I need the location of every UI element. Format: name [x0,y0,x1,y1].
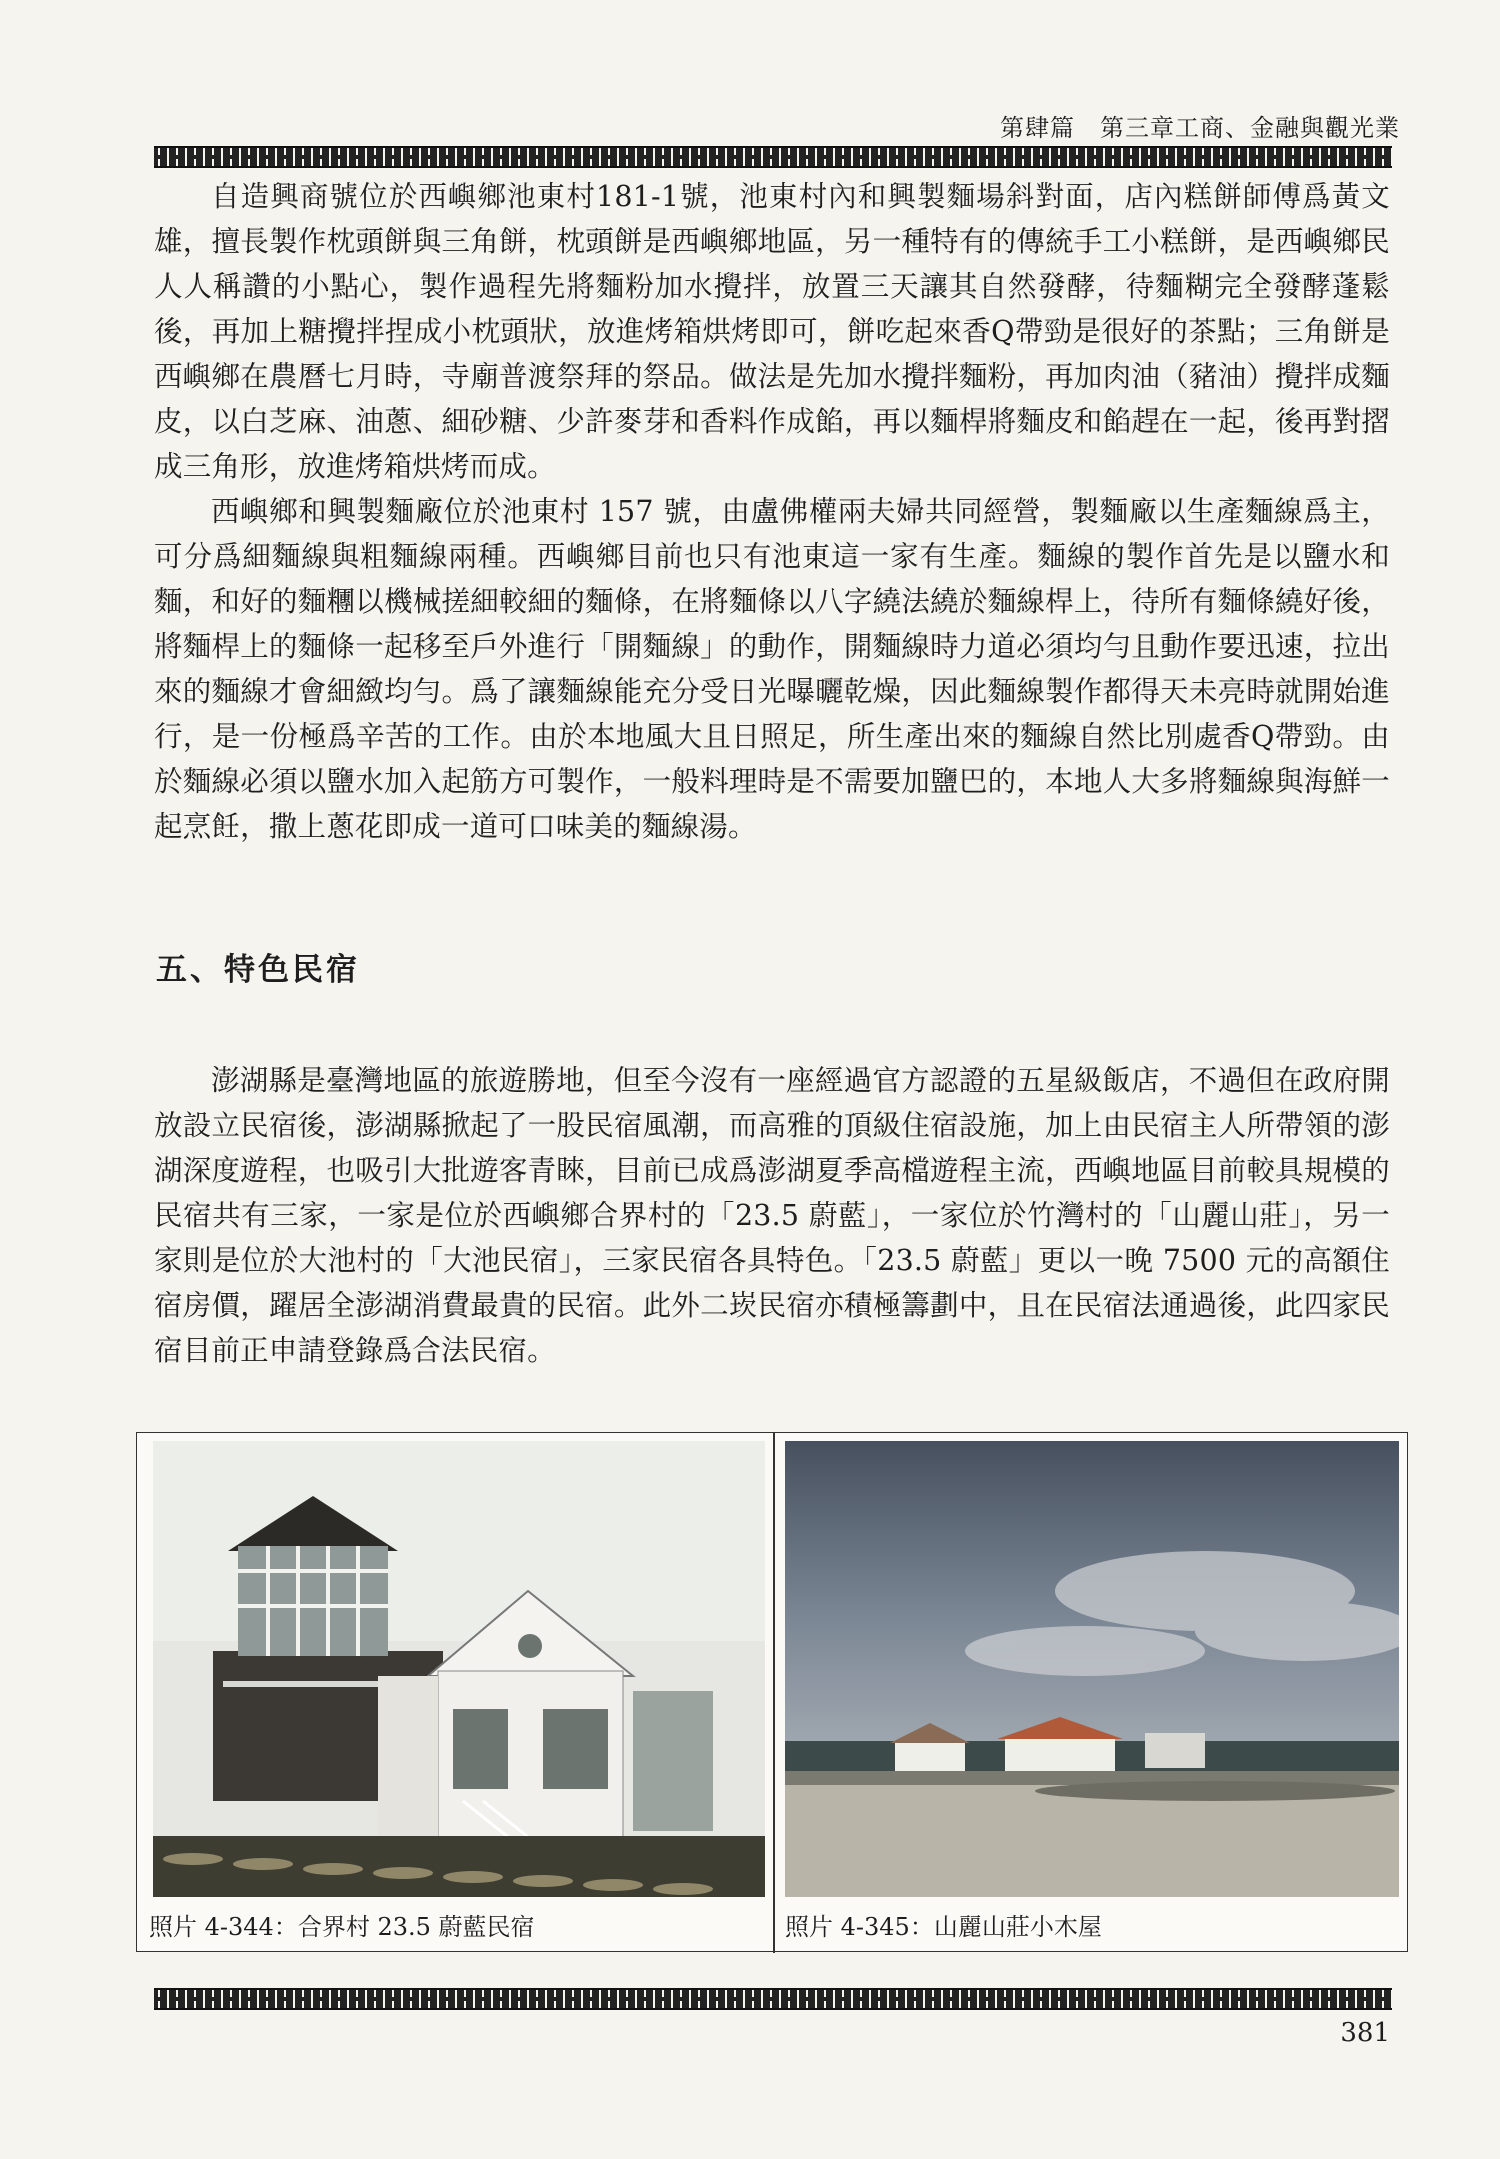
decorative-border-top [154,146,1392,168]
paragraph-bnb: 澎湖縣是臺灣地區的旅遊勝地，但至今沒有一座經過官方認證的五星級飯店，不過但在政府開放設立民宿後，澎湖縣掀起了一股民宿風潮，而高雅的頂級住宿設施，加上由民宿主人所帶領的澎湖深度遊程，也吸引大批遊客青睞，目前已成爲澎湖夏季高檔遊程主流，西嶼地區目前較具規模的民宿共有三家，一家是位於西嶼鄉合界村的「23.5 蔚藍」，一家位於竹灣村的「山麗山莊」，另一家則是位於大池村的「大池民宿」，三家民宿各具特色。「23.5 蔚藍」更以一晚 7500 元的高額住宿房價，躍居全澎湖消費最貴的民宿。此外二崁民宿亦積極籌劃中，且在民宿法通過後，此四家民宿目前正申請登錄爲合法民宿。 [154,1064,1390,1367]
paragraph-zixingxing-bakery: 自造興商號位於西嶼鄉池東村181-1號，池東村內和興製麵場斜對面，店內糕餅師傅爲黃文雄，擅長製作枕頭餅與三角餅，枕頭餅是西嶼鄉地區，另一種特有的傳統手工小糕餅，是西嶼鄉民人人稱讚的小點心，製作過程先將麵粉加水攪拌，放置三天讓其自然發酵，待麵糊完全發酵蓬鬆後，再加上糖攪拌捏成小枕頭狀，放進烤箱烘烤即可，餅吃起來香Q帶勁是很好的茶點；三角餅是西嶼鄉在農曆七月時，寺廟普渡祭拜的祭品。做法是先加水攪拌麵粉，再加肉油（豬油）攪拌成麵皮，以白芝麻、油蔥、細砂糖、少許麥芽和香料作成餡，再以麵桿將麵皮和餡趕在一起，後再對摺成三角形，放進烤箱烘烤而成。 [154,180,1390,483]
photo-cabin [785,1441,1399,1897]
paragraph-hexing-noodle-factory: 西嶼鄉和興製麵廠位於池東村 157 號，由盧佛權兩夫婦共同經營，製麵廠以生產麵線爲主，可分爲細麵線與粗麵線兩種。西嶼鄉目前也只有池東這一家有生產。麵線的製作首先是以鹽水和麵，和好的麵糰以機械搓細較細的麵條，在將麵條以八字繞法繞於麵線桿上，待所有麵條繞好後，將麵桿上的麵條一起移至戶外進行「開麵線」的動作，開麵線時力道必須均勻且動作要迅速，拉出來的麵線才會細緻均勻。爲了讓麵線能充分受日光曝曬乾燥，因此麵線製作都得天未亮時就開始進行，是一份極爲辛苦的工作。由於本地風大且日照足，所生產出來的麵線自然比別處香Q帶勁。由於麵線必須以鹽水加入起筋方可製作，一般料理時是不需要加鹽巴的，本地人大多將麵線與海鮮一起烹飪，撒上蔥花即成一道可口味美的麵線湯。 [154,495,1390,843]
body-text-bnb [154,1058,1390,1373]
section-heading: 五、特色民宿 [156,952,360,988]
body-text-top [154,174,1390,849]
page-number: 381 [1340,2018,1390,2048]
photo-divider [773,1433,775,1953]
running-header: 第肆篇 第三章工商、金融與觀光業 [1000,114,1400,142]
decorative-border-bottom [154,1988,1392,2010]
photo-panel [136,1432,1408,1952]
photo-caption-left: 照片 4-344：合界村 23.5 蔚藍民宿 [149,1913,535,1941]
photo-bnb-house [153,1441,765,1897]
photo-caption-right: 照片 4-345：山麗山莊小木屋 [785,1913,1102,1941]
landscape-photo-illustration [785,1441,1399,1897]
house-photo-illustration [153,1441,765,1897]
